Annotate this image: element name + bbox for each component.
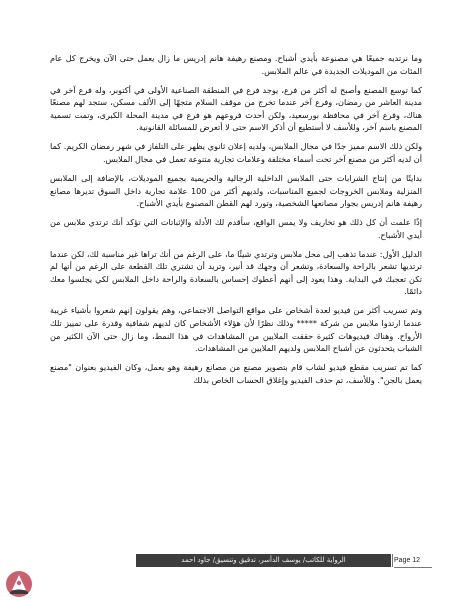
page-number: Page 12 (394, 554, 432, 568)
document-body (50, 52, 422, 393)
logo-icon (2, 568, 36, 598)
footer-title-bar: الرواية للكاتب/ يوسف الدأسر، تدقيق وتنسيق/ جاود احمد (136, 554, 391, 567)
paragraph-1: وما نرتديه جميعًا هي مصنوعة بأيدي أشباح. ومصنع رهيفة هانم إدريس ما زال يعمل حتى الآن ويخرج كل عام المئات من الموديلات الجديدة في عالم الملابس. (50, 53, 422, 76)
paragraph-8: كما تم تسريب مقطع فيديو لشاب قام بتصوير مصنع من مصانع رهيفة وهو يعمل، وكان الفيديو بعنوان "مصنع يعمل بالجن". وللأسف، تم حذف الفيديو وإغلاق الحساب الخاص بذلك (50, 362, 422, 385)
paragraph-3: ولكن ذلك الاسم مميز جدًا في مجال الملابس، ولديه إعلان ثانوي يظهر على التلفاز في شهر رمضان الكريم. كما أن لديه أكثر من مصنع آخر تحت أسماء مختلفة وعلامات تجارية متنوعة تعمل في مجال الملابس. (50, 141, 422, 164)
footer-divider (392, 554, 393, 567)
paragraph-2: كما توسع المصنع وأصبح له أكثر من فرع، يوجد فرع في المنطقة الصناعية الأولى في أكتوبر، وله فرع آخر في مدينة العاشر من رمضان، وفرع آخر عندما تخرج من موقف السلام متجهًا إلى الألف مسكن، ستجد لهم مصنعًا هناك، وفرع آخر في محافظة بورسعيد، ولكن أحدث فروعهم هو فرع في مدينة المحلة الكبرى، وتمت تسمية المصنع باسم آخر، وللأسف لا أستطيع أن أذكر الاسم حتى لا أتعرض للمسائلة القانونية. (50, 84, 422, 133)
paragraph-7: وتم تسريب أكثر من فيديو لعدة أشخاص على مواقع التواصل الاجتماعي، وهم يقولون إنهم شعروا بأشياء غريبة عندما ارتدوا ملابس من شركة ***** وذلك نظرًا لأن هؤلاء الأشخاص كان لديهم شفافية وقدرة على تمييز تلك الأرواح. وهناك فيديوهات كثيرة حققت الملايين من المشاهدات في هذا النمط، وما زال حتى الآن الكثير من الشباب يتحدثون عن أشباح الملابس ولديهم الملايين من المشاهدات. (50, 305, 422, 354)
paragraph-5: إذًا علمت أن كل ذلك هو تخاريف ولا يمس الواقع، سأقدم لك الأدلة والإثباتات التي تؤكد أنك ترتدي ملابس من أيدي الأشباح. (50, 217, 422, 240)
paragraph-4: بدايتًا من إنتاج الشرابات حتى الملابس الداخلية الرجالية والحريمية بجميع الموديلات، بالإضافة إلى الملابس المنزلية وملابس الخروجات لجميع المناسبات، ولديهم أكثر من 100 علامة تجارية داخل السوق تديرها مصانع رهيفة هانم إدريس بجوار مصانعها الشخصية، وتورد لهم القطن المصنوع بأيدي الأشباح. (50, 172, 422, 209)
paragraph-6: الدليل الأول: عندما تذهب إلى محل ملابس وترتدي شيئًا ما، على الرغم من أنك تراها غير مناسبة لك، لكن عندما ترتديها تشعر بالراحة والسعادة، وتشعر أن وجهك قد أنير، وتريد أن تشتري تلك القطعة على الرغم من أنها لم تكن تعجبك في البداية. وهذا يعود إلى أنهم أعطوك إحساس بالسعادة والراحة داخل الملابس لكي يجلسوا معك دائمًا. (50, 248, 422, 297)
